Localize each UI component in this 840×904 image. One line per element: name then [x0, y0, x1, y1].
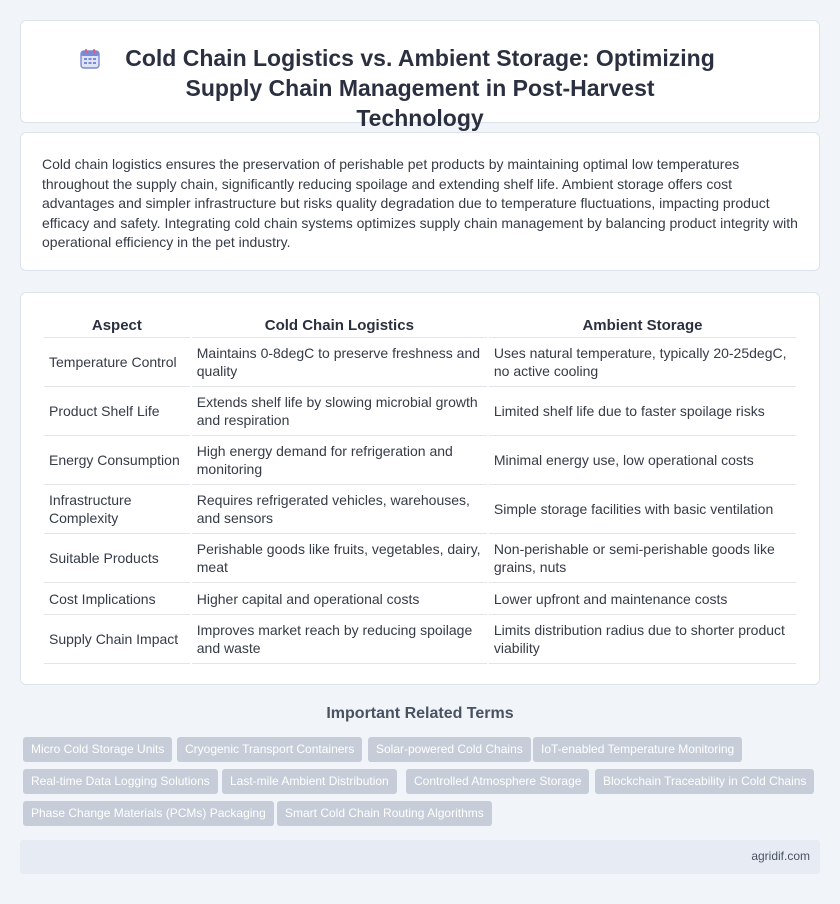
comparison-table: [42, 315, 798, 664]
table-row: [44, 583, 796, 615]
table-cell: Non-perishable or semi-perishable goods like grains, nuts: [489, 534, 796, 583]
table-cell: High energy demand for refrigeration and monitoring: [192, 436, 487, 485]
related-term-tag[interactable]: Real-time Data Logging Solutions: [23, 769, 218, 794]
table-header-row: [44, 315, 796, 338]
table-row: [44, 436, 796, 485]
related-term-tag[interactable]: Smart Cold Chain Routing Algorithms: [277, 801, 492, 826]
table-cell: Lower upfront and maintenance costs: [489, 583, 796, 615]
table-cell: Requires refrigerated vehicles, warehouses, and sensors: [192, 485, 487, 534]
table-cell: Suitable Products: [44, 534, 190, 583]
related-term-tag[interactable]: Blockchain Traceability in Cold Chains: [595, 769, 814, 794]
table-row: [44, 615, 796, 664]
column-header: Cold Chain Logistics: [192, 315, 487, 338]
table-row: [44, 338, 796, 387]
table-cell: Limited shelf life due to faster spoilage risks: [489, 387, 796, 436]
table-cell: Product Shelf Life: [44, 387, 190, 436]
page-title: Cold Chain Logistics vs. Ambient Storage: Optimizing Supply Chain Management in Post-Harvest Technology: [125, 45, 715, 131]
related-terms-heading: Important Related Terms: [326, 705, 514, 722]
table-cell: Limits distribution radius due to shorter product viability: [489, 615, 796, 664]
table-cell: Improves market reach by reducing spoilage and waste: [192, 615, 487, 664]
related-term-tag[interactable]: Last-mile Ambient Distribution: [222, 769, 397, 794]
related-term-tag[interactable]: IoT-enabled Temperature Monitoring: [533, 737, 742, 762]
intro-paragraph: Cold chain logistics ensures the preservation of perishable pet products by maintaining optimal low temperatures throughout the supply chain, significantly reducing spoilage and extending shelf life. Ambient storage offers cost advantages and simpler infrastructure but risks quality degradation due to temperature fluctuations, impacting product efficacy and safety. Integrating cold chain systems optimizes supply chain management by balancing product integrity with operational efficiency in the pet industry.: [42, 156, 798, 251]
intro-card: [20, 132, 820, 271]
table-row: [44, 485, 796, 534]
title-card: [20, 20, 820, 131]
table-cell: Minimal energy use, low operational costs: [489, 436, 796, 485]
comparison-card: [20, 292, 820, 685]
table-cell: Cost Implications: [44, 583, 190, 615]
table-cell: Temperature Control: [44, 338, 190, 387]
table-row: [44, 387, 796, 436]
table-cell: Infrastructure Complexity: [44, 485, 190, 534]
related-term-tag[interactable]: Micro Cold Storage Units: [23, 737, 172, 762]
table-cell: Higher capital and operational costs: [192, 583, 487, 615]
related-term-tag[interactable]: Solar-powered Cold Chains: [368, 737, 531, 762]
related-term-tag[interactable]: Cryogenic Transport Containers: [177, 737, 362, 762]
footer: [20, 840, 820, 874]
column-header: Aspect: [44, 315, 190, 338]
table-cell: Extends shelf life by slowing microbial growth and respiration: [192, 387, 487, 436]
table-row: [44, 534, 796, 583]
table-cell: Energy Consumption: [44, 436, 190, 485]
footer-site-link[interactable]: agridif.com: [751, 849, 810, 863]
related-term-tag[interactable]: Controlled Atmosphere Storage: [406, 769, 589, 794]
related-term-tag[interactable]: Phase Change Materials (PCMs) Packaging: [23, 801, 274, 826]
table-cell: Simple storage facilities with basic ventilation: [489, 485, 796, 534]
table-cell: Perishable goods like fruits, vegetables, dairy, meat: [192, 534, 487, 583]
table-cell: Maintains 0-8degC to preserve freshness and quality: [192, 338, 487, 387]
table-cell: Uses natural temperature, typically 20-25degC, no active cooling: [489, 338, 796, 387]
table-cell: Supply Chain Impact: [44, 615, 190, 664]
column-header: Ambient Storage: [489, 315, 796, 338]
